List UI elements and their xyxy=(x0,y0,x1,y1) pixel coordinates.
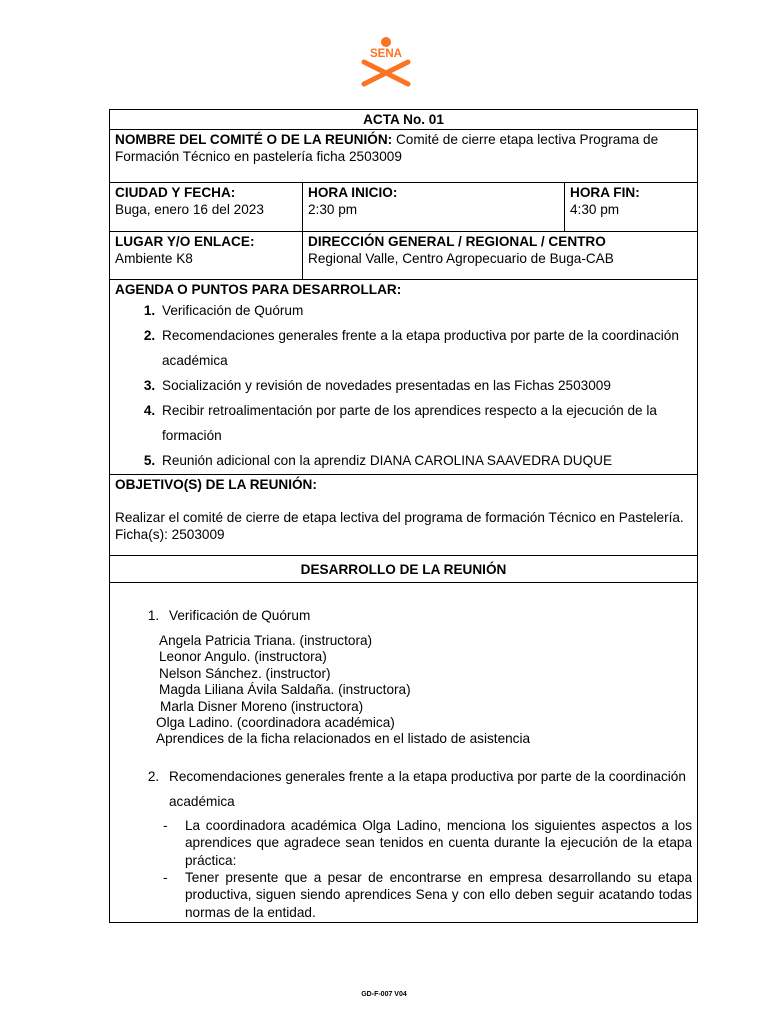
agenda-item: 4. Recibir retroalimentación por parte de los aprendices respecto a la ejecución de la formación xyxy=(159,398,692,448)
attendee-list xyxy=(115,633,692,748)
agenda-item: 2. Recomendaciones generales frente a la etapa productiva por parte de la coordinación académica xyxy=(159,323,692,373)
attendee: Magda Liliana Ávila Saldaña. (instructora) xyxy=(159,682,411,698)
logo-figure-icon xyxy=(364,62,408,84)
lugar-value: Ambiente K8 xyxy=(115,251,193,266)
desarrollo-title: DESARROLLO DE LA REUNIÓN xyxy=(110,556,698,583)
bullet-text: Tener presente que a pesar de encontrarse en empresa desarrollando su etapa productiva, siguen siendo aprendices Sena y con ello deben seguir acatando todas normas de la entidad. xyxy=(185,870,693,920)
agenda-item: 3. Socialización y revisión de novedades presentadas en las Fichas 2503009 xyxy=(159,373,692,398)
lugar-label: LUGAR Y/O ENLACE: xyxy=(115,234,255,249)
ciudad-label: CIUDAD Y FECHA: xyxy=(115,185,236,200)
bullet-list xyxy=(115,817,692,921)
hora-inicio-value: 2:30 pm xyxy=(308,202,358,217)
logo-head-icon xyxy=(381,37,391,47)
attendee: Marla Disner Moreno (instructora) xyxy=(160,698,364,714)
agenda-list xyxy=(115,298,692,473)
hora-fin-cell xyxy=(565,183,698,232)
sena-logo xyxy=(356,36,416,88)
nombre-cell xyxy=(110,130,698,183)
acta-title: ACTA No. 01 xyxy=(110,110,698,130)
nombre-label: NOMBRE DEL COMITÉ O DE LA REUNIÓN: xyxy=(115,132,393,147)
desarrollo-list-2 xyxy=(115,764,692,814)
desarrollo-item-2: 2. Recomendaciones generales frente a la etapa productiva por parte de la coordinación académica xyxy=(163,764,692,814)
bullet-item xyxy=(163,817,692,869)
direccion-label: DIRECCIÓN GENERAL / REGIONAL / CENTRO xyxy=(308,234,606,249)
agenda-item: 5. Reunión adicional con la aprendiz DIANA CAROLINA SAAVEDRA DUQUE xyxy=(159,448,692,473)
attendee: Angela Patricia Triana. (instructora) xyxy=(159,633,373,648)
objetivo-label: OBJETIVO(S) DE LA REUNIÓN: xyxy=(115,477,317,492)
agenda-label: AGENDA O PUNTOS PARA DESARROLLAR: xyxy=(115,282,402,297)
ciudad-cell xyxy=(110,183,303,232)
hora-fin-value: 4:30 pm xyxy=(570,202,620,217)
hora-inicio-cell xyxy=(303,183,565,232)
bullet-text: La coordinadora académica Olga Ladino, menciona los siguientes aspectos a los aprendices que agradece sean tenidos en cuenta durante la ejecución de la etapa práctica: xyxy=(185,817,693,868)
lugar-cell xyxy=(110,232,303,280)
hora-inicio-label: HORA INICIO: xyxy=(308,185,398,200)
objetivo-cell xyxy=(110,475,698,556)
attendee: Aprendices de la ficha relacionados en el listado de asistencia xyxy=(156,731,531,747)
attendee: Nelson Sánchez. (instructor) xyxy=(159,665,331,681)
footer-code: GD-F-007 V04 xyxy=(361,991,407,998)
direccion-cell xyxy=(303,232,698,280)
attendee: Olga Ladino. (coordinadora académica) xyxy=(156,715,395,731)
desarrollo-list-1 xyxy=(115,607,692,624)
logo-text: SENA xyxy=(370,48,402,60)
direccion-value: Regional Valle, Centro Agropecuario de Buga-CAB xyxy=(308,251,614,266)
attendee: Leonor Angulo. (instructora) xyxy=(159,649,327,665)
bullet-item xyxy=(163,869,692,921)
ciudad-value: Buga, enero 16 del 2023 xyxy=(115,202,264,217)
hora-fin-label: HORA FIN: xyxy=(570,185,640,200)
nombre-value: Comité de cierre etapa lectiva Programa de Formación Técnico en pastelería ficha 2503009 xyxy=(115,132,659,164)
acta-table xyxy=(109,109,698,923)
bullet-dash: - xyxy=(163,817,168,833)
desarrollo-item-1: 1. Verificación de Quórum xyxy=(163,607,692,624)
bullet-dash: - xyxy=(163,870,168,886)
desarrollo-cell xyxy=(110,583,698,923)
agenda-cell xyxy=(110,280,698,475)
objetivo-value: Realizar el comité de cierre de etapa lectiva del programa de formación Técnico en Pastelería. Ficha(s): 2503009 xyxy=(115,510,684,542)
agenda-item: 1. Verificación de Quórum xyxy=(159,298,692,323)
